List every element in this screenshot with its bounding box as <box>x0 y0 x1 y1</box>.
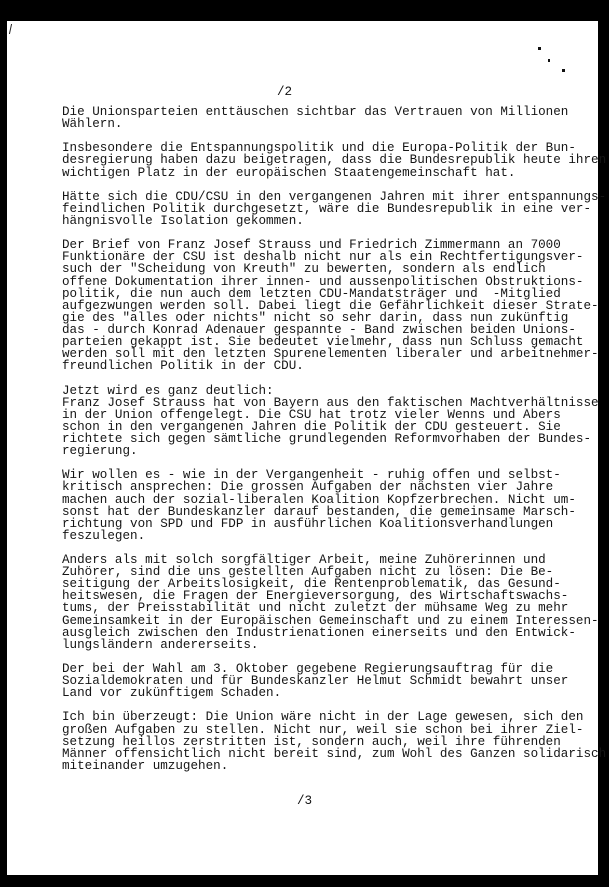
text-line: machen auch der sozial-liberalen Koalition Kopfzerbrechen. Nicht um- <box>62 492 576 507</box>
text-line: lungsländern andererseits. <box>62 637 259 652</box>
text-line: feszulegen. <box>62 528 146 543</box>
text-line: tums, der Preisstabilität und nicht zuletzt der mühsame Weg zu mehr <box>62 601 569 616</box>
scan-speck <box>538 47 541 50</box>
text-line: Sozialdemokraten und für Bundeskanzler Helmut Schmidt bewahrt unser <box>62 674 569 689</box>
text-line: heitswesen, die Fragen der Energieversorgung, des Wirtschaftswachs- <box>62 589 569 604</box>
paragraph <box>62 469 602 542</box>
text-line: Wählern. <box>62 117 123 132</box>
paragraph <box>62 385 602 458</box>
text-line: setzung heillos zerstritten ist, sondern auch, weil ihre führenden <box>62 734 561 749</box>
text-line: freundlichen Politik in der CDU. <box>62 359 304 374</box>
text-line: gie des "alles oder nichts" nicht so sehr darin, dass nun zukünftig <box>62 310 569 325</box>
text-line: aufgezwungen werden soll. Dabei liegt die Gefährlichkeit dieser Strate- <box>62 298 599 313</box>
text-line: such der "Scheidung von Kreuth" zu bewerten, sondern als endlich <box>62 262 546 277</box>
text-line: ausgleich zwischen den Industrienationen einerseits und den Entwick- <box>62 625 576 640</box>
scan-speck <box>548 59 550 62</box>
text-line: Hätte sich die CDU/CSU in den vergangenen Jahren mit ihrer entspannungs- <box>62 189 607 204</box>
text-line: schon in den vergangenen Jahren die Politik der CDU gesteuert. Sie <box>62 419 561 434</box>
paragraph <box>62 189 607 228</box>
paragraph <box>62 239 602 372</box>
page-header-number: /2 <box>277 85 293 99</box>
text-line: miteinander umzugehen. <box>62 758 229 773</box>
text-line: Land vor zukünftigem Schaden. <box>62 686 282 701</box>
text-line: Männer offensichtlich nicht bereit sind, zum Wohl des Ganzen solidarisch <box>62 746 607 761</box>
text-line: Der Brief von Franz Josef Strauss und Friedrich Zimmermann an 7000 <box>62 238 561 253</box>
text-line: Insbesondere die Entspannungspolitik und die Europa-Politik der Bun- <box>62 141 576 156</box>
text-line: parteien gekappt ist. Sie bedeutet vielmehr, dass nun Schluss gemacht <box>62 335 584 350</box>
text-line: regierung. <box>62 444 138 459</box>
document-body <box>62 105 607 784</box>
text-line: Franz Josef Strauss hat von Bayern aus den faktischen Machtverhältnisse <box>62 395 599 410</box>
text-line: sonst hat der Bundeskanzler darauf bestanden, die gemeinsame Marsch- <box>62 504 576 519</box>
text-line: werden soll mit den letzten Spurenelementen liberaler und arbeitnehmer- <box>62 347 599 362</box>
paragraph <box>62 710 607 773</box>
paragraph <box>62 106 602 130</box>
text-line: politik, die nun auch dem letzten CDU-Mandatsträger und -Mitglied <box>62 286 561 301</box>
text-line: Die Unionsparteien enttäuschen sichtbar das Vertrauen von Millionen <box>62 105 569 119</box>
text-line: Gemeinsamkeit in der Europäischen Gemeinschaft und zu einem Interessen- <box>62 613 599 628</box>
text-line: kritisch ansprechen: Die grossen Aufgaben der nächsten vier Jahre <box>62 480 554 495</box>
text-line: richtung von SPD und FDP in ausführlichen Koalitionsverhandlungen <box>62 516 554 531</box>
text-line: desregierung haben dazu beigetragen, dass die Bundesrepublik heute ihren <box>62 153 607 168</box>
text-line: offene Dokumentation ihrer innen- und aussenpolitischen Obstruktions- <box>62 274 584 289</box>
text-line: hängnisvolle Isolation gekommen. <box>62 213 304 228</box>
paragraph <box>62 141 607 180</box>
paragraph <box>62 554 602 651</box>
text-line: Wir wollen es - wie in der Vergangenheit - ruhig offen und selbst- <box>62 468 561 483</box>
page-footer-number: /3 <box>297 794 313 808</box>
text-line: in der Union offengelegt. Die CSU hat trotz vieler Wenns und Abers <box>62 407 561 422</box>
text-line: Der bei der Wahl am 3. Oktober gegebene Regierungsauftrag für die <box>62 662 554 677</box>
text-line: seitigung der Arbeitslosigkeit, die Rentenproblematik, das Gesund- <box>62 577 561 592</box>
text-line: wichtigen Platz in der europäischen Staatengemeinschaft hat. <box>62 165 516 180</box>
text-line: Funktionäre der CSU ist deshalb nicht nur als ein Rechtfertigungsver- <box>62 250 584 265</box>
text-line: Anders als mit solch sorgfältiger Arbeit, meine Zuhörerinnen und <box>62 553 546 568</box>
scan-speck <box>562 69 565 72</box>
text-line: großen Aufgaben zu stellen. Nicht nur, weil sie schon bei ihrer Ziel- <box>62 722 584 737</box>
text-line: Jetzt wird es ganz deutlich: <box>62 383 274 398</box>
paragraph <box>62 663 602 699</box>
text-line: das - durch Konrad Adenauer gespannte - Band zwischen beiden Unions- <box>62 322 576 337</box>
text-line: Ich bin überzeugt: Die Union wäre nicht in der Lage gewesen, sich den <box>62 710 584 725</box>
scan-margin-mark <box>9 24 12 34</box>
text-line: feindlichen Politik durchgesetzt, wäre die Bundesrepublik in eine ver- <box>62 201 592 216</box>
text-line: richtete sich gegen sämtliche grundlegenden Reformvorhaben der Bundes- <box>62 431 592 446</box>
document-page <box>7 21 607 875</box>
text-line: Zuhörer, sind die uns gestellten Aufgaben nicht zu lösen: Die Be- <box>62 565 554 580</box>
